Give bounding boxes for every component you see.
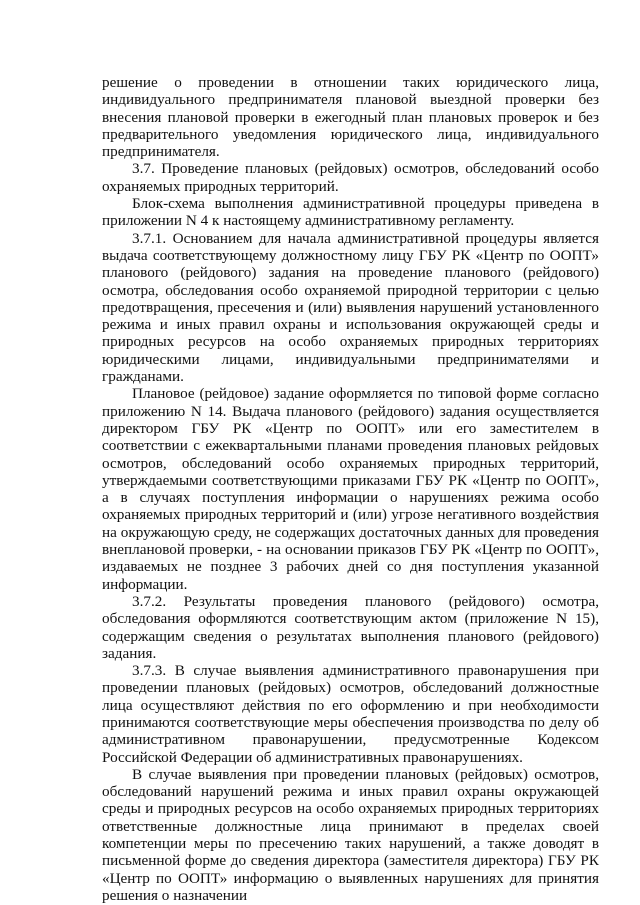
paragraph-flowchart-reference: Блок-схема выполнения административной процедуры приведена в приложении N 4 к настоящему административному регламенту. xyxy=(102,195,599,230)
paragraph-violations: В случае выявления при проведении плановых (рейдовых) осмотров, обследований нарушений режима и иных правил охраны окружающей среды и природных ресурсов на особо охраняемых природных территориях ответственные должностные лица принимают в пределах своей компетенции меры по пресечению таких нарушений, а также доводят в письменной форме до сведения директора (заместителя директора) ГБУ РК «Центр по ООПТ» информацию о выявленных нарушениях для принятия решения о назначении xyxy=(102,765,599,904)
paragraph-section-3-7-2: 3.7.2. Результаты проведения планового (рейдового) осмотра, обследования оформляются соответствующим актом (приложение N 15), содержащим сведения о результатах выполнения планового (рейдового) задания. xyxy=(102,592,599,662)
paragraph-raid-assignment: Плановое (рейдовое) задание оформляется по типовой форме согласно приложению N 14. Выдача планового (рейдового) задания осуществляется директором ГБУ РК «Центр по ООПТ» или его заместителем в соответствии с ежеквартальными планами проведения плановых рейдовых осмотров, обследований особо охраняемых природных территорий, утверждаемыми соответствующими приказами ГБУ РК «Центр по ООПТ», а в случаях поступления информации о нарушениях режима особо охраняемых природных территорий и (или) угрозе негативного воздействия на окружающую среду, не содержащих достаточных данных для проведения внеплановой проверки, - на основании приказов ГБУ РК «Центр по ООПТ», издаваемых не позднее 3 рабочих дней со дня поступления указанной информации. xyxy=(102,385,599,593)
paragraph-continuation: решение о проведении в отношении таких юридического лица, индивидуального предпринимателя плановой выездной проверки без внесения плановой проверки в ежегодный план плановых проверок и без предварительного уведомления юридического лица, индивидуального предпринимателя. xyxy=(102,74,599,161)
paragraph-section-3-7: 3.7. Проведение плановых (рейдовых) осмотров, обследований особо охраняемых природных территорий. xyxy=(102,160,599,195)
paragraph-section-3-7-1: 3.7.1. Основанием для начала административной процедуры является выдача соответствующему должностному лицу ГБУ РК «Центр по ООПТ» планового (рейдового) задания на проведение планового (рейдового) осмотра, обследования особо охраняемой природной территории с целью предотвращения, пресечения и (или) выявления нарушений установленного режима и иных правил охраны и использования окружающей среды и природных ресурсов на особо охраняемых природных территориях юридическими лицами, индивидуальными предпринимателями и гражданами. xyxy=(102,229,599,386)
paragraph-section-3-7-3: 3.7.3. В случае выявления административного правонарушения при проведении плановых (рейдовых) осмотров, обследований должностные лица осуществляют действия по его оформлению и при необходимости принимаются соответствующие меры обеспечения производства по делу об административном правонарушении, предусмотренные Кодексом Российской Федерации об административных правонарушениях. xyxy=(102,662,599,766)
